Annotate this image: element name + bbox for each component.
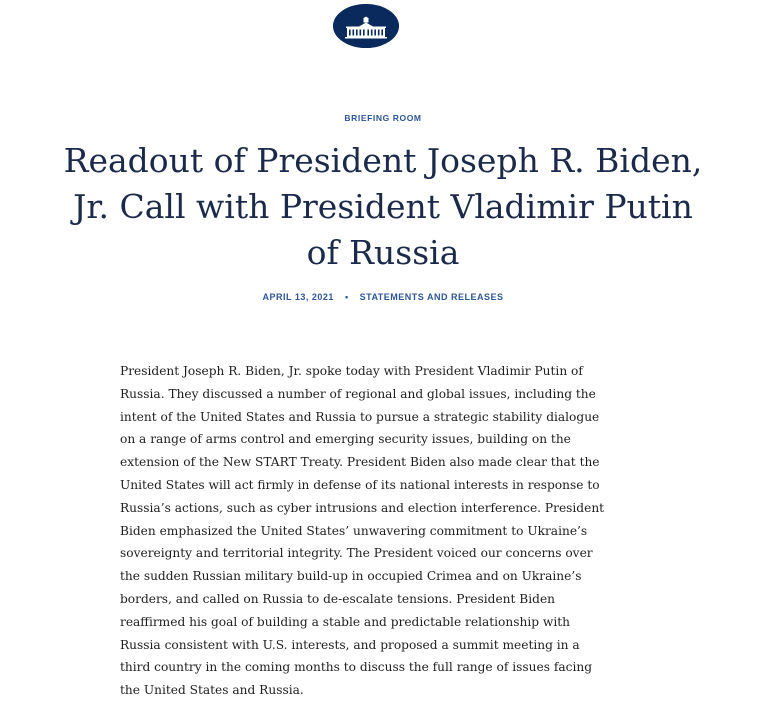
body-line: extension of the New START Treaty. President Biden also made clear that the: [120, 455, 600, 470]
section-link[interactable]: STATEMENTS AND RELEASES: [359, 292, 504, 302]
title-line: of Russia: [306, 233, 460, 272]
article-body: [120, 360, 620, 702]
title-line: Jr. Call with President Vladimir Putin: [73, 187, 693, 226]
white-house-seal-graphic: [333, 4, 399, 48]
page-title: [30, 138, 736, 276]
meta-separator: •: [344, 292, 349, 302]
body-line: borders, and called on Russia to de-escalate tensions. President Biden: [120, 591, 556, 606]
body-line: the United States and Russia.: [120, 683, 304, 698]
body-line: Biden emphasized the United States’ unwavering commitment to Ukraine’s: [120, 523, 588, 538]
body-line: President Joseph R. Biden, Jr. spoke today with President Vladimir Putin of: [120, 364, 583, 378]
white-house-seal-icon[interactable]: [333, 4, 399, 48]
category-label[interactable]: BRIEFING ROOM: [344, 113, 422, 123]
body-line: sovereignty and territorial integrity. The President voiced our concerns over: [120, 546, 593, 561]
body-line: third country in the coming months to discuss the full range of issues facing: [120, 660, 592, 675]
body-line: United States will act firmly in defense of its national interests in response to: [120, 477, 600, 492]
body-line: Russia. They discussed a number of regional and global issues, including the: [120, 386, 596, 401]
body-line: Russia consistent with U.S. interests, and proposed a summit meeting in a: [120, 637, 580, 652]
body-line: reaffirmed his goal of building a stable and predictable relationship with: [120, 614, 570, 629]
article-meta: [0, 292, 766, 302]
title-line: Readout of President Joseph R. Biden,: [63, 141, 703, 180]
body-line: Russia’s actions, such as cyber intrusions and election interference. President: [120, 500, 605, 515]
body-line: the sudden Russian military build-up in occupied Crimea and on Ukraine’s: [120, 569, 582, 584]
body-line: intent of the United States and Russia to pursue a strategic stability dialogue: [120, 409, 600, 424]
body-line: on a range of arms control and emerging security issues, building on the: [120, 432, 571, 447]
publish-date: APRIL 13, 2021: [262, 292, 334, 302]
